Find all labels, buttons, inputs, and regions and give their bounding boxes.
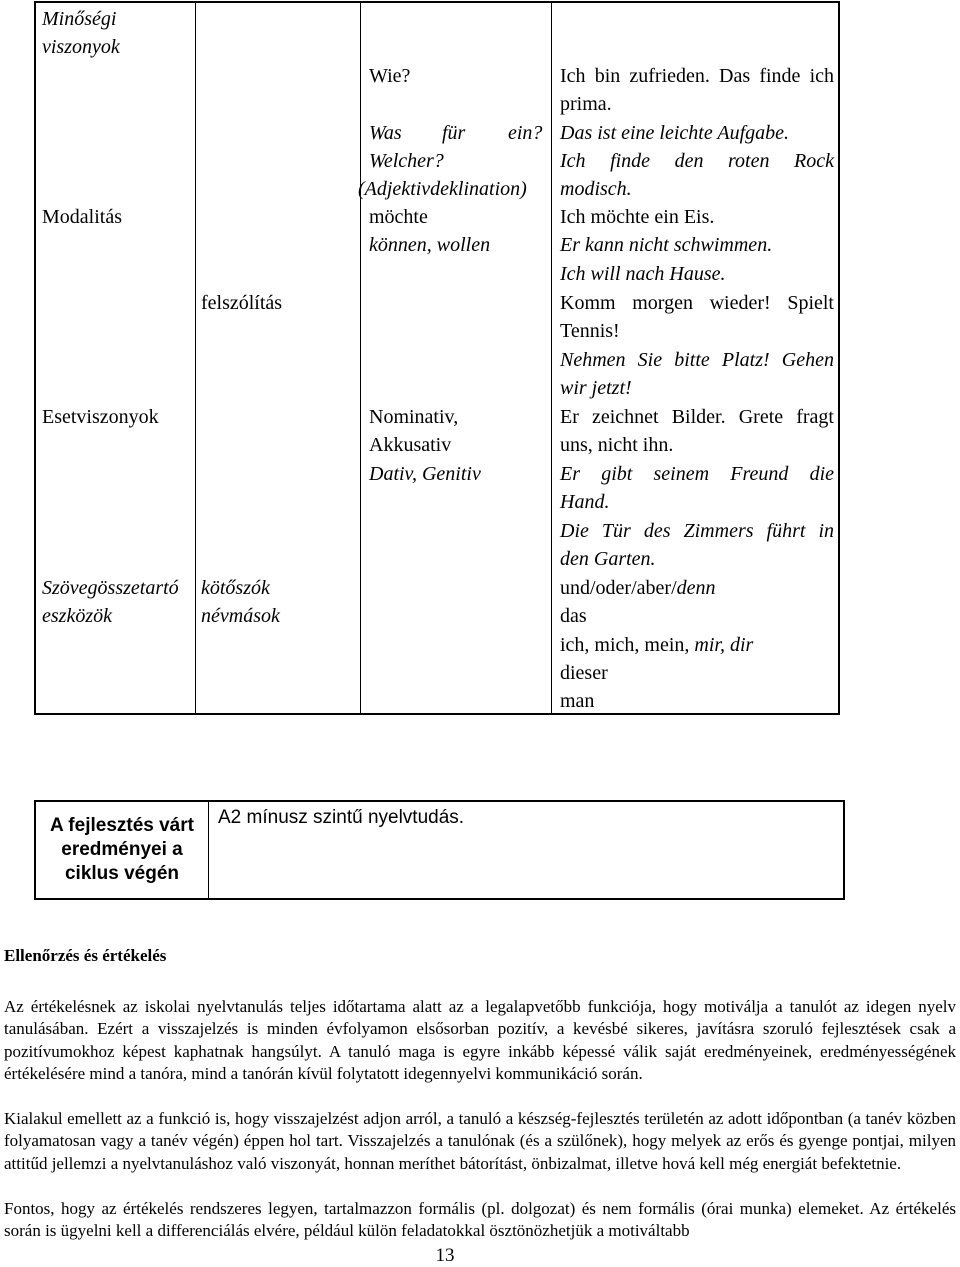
example-nehmen-2: wir jetzt! [560, 377, 632, 399]
results-body: A2 mínusz szintű nyelvtudás. [218, 807, 465, 828]
example-tur-1: Die Tür des Zimmers führt in [560, 520, 834, 542]
paragraph-2: Kialakul emellett az a funkció is, hogy visszajelzést adjon arról, a tanuló a készség-fejlesztés területén az adott időpontban (a tanév közben folyamatosan vagy a tanév végén) éppen hol tart. Visszajelzés a tanulónak (és a szülőnek), hogy melyek az erős és gyenge pontjai, milyen attitűd jellemzi a nyelvtanuláshoz való viszonyát, honnan meríthet bátorítást, önbizalmat, illetve hová kell még energiát befektetnie. [4, 1109, 956, 1173]
example-zeichnet-1: Er zeichnet Bilder. Grete fragt [560, 406, 834, 428]
example-man: man [560, 690, 595, 712]
example-rock-2: modisch. [560, 178, 632, 200]
section-title: Ellenőrzés és értékelés [4, 946, 167, 965]
results-header-line: eredményei a [61, 839, 183, 860]
example-mir-dir: mir, dir [694, 634, 754, 656]
example-aufgabe: Das ist eine leichte Aufgabe. [560, 122, 790, 144]
page-number: 13 [435, 1245, 455, 1266]
example-hause: Ich will nach Hause. [560, 263, 726, 285]
column-divider [551, 3, 552, 713]
cell-wie: Wie? [369, 65, 411, 87]
cell-konnen-wollen: können, wollen [369, 234, 491, 256]
example-konjunktionen [560, 574, 716, 602]
cell-minosegi-1: Minőségi [42, 8, 117, 30]
cell-dativ-genitiv: Dativ, Genitiv [369, 463, 481, 485]
cell-felszolitas: felszólítás [201, 292, 283, 314]
cell-ein: ein? [508, 122, 543, 144]
cell-modalitas: Modalitás [42, 206, 122, 228]
example-zufrieden-1: Ich bin zufrieden. Das finde ich [560, 65, 834, 87]
cell-mochte: möchte [369, 206, 428, 228]
example-eis: Ich möchte ein Eis. [560, 206, 715, 228]
cell-kotoszok: kötőszók [201, 577, 270, 599]
column-divider [195, 3, 196, 713]
results-header [36, 814, 208, 886]
results-header-line: A fejlesztés várt [50, 815, 194, 836]
example-denn: denn [676, 577, 716, 599]
example-ich-mich-mein: ich, mich, mein, [560, 634, 695, 656]
example-gibt-2: Hand. [560, 491, 610, 513]
example-das: das [560, 605, 587, 627]
column-divider [360, 3, 361, 713]
paragraph-1: Az értékelésnek az iskolai nyelvtanulás teljes időtartama alatt az a legalapvetőbb funkciója, hogy motiválja a tanulót az idegen nyelv tanulásában. Ezért a visszajelzés is minden évfolyamon elsősorban pozitív, a kevésbé sikeres, javításra szoruló fejlesztések csak a pozitívumokhoz képest kaphatnak hangsúlyt. A tanuló maga is egyre inkább képessé válik saját eredményeinek, eredményességének értékelésére mind a tanóra, mind a tanórán kívül folytatott idegennyelvi kommunikáció során. [4, 997, 956, 1084]
cell-esetviszonyok: Esetviszonyok [42, 406, 159, 428]
example-dieser: dieser [560, 662, 608, 684]
cell-minosegi-2: viszonyok [42, 36, 120, 58]
cell-was: Was [369, 122, 402, 144]
example-komm-2: Tennis! [560, 320, 620, 342]
paragraph-3: Fontos, hogy az értékelés rendszeres legyen, tartalmazzon formális (pl. dolgozat) és nem formális (órai munka) elemeket. Az értékelés során is ügyelni kell a differenciálás elvére, például külön feladatokkal ösztönözhetjük a motiváltabb [4, 1199, 956, 1241]
example-und-oder-aber: und/oder/aber/ [560, 577, 677, 599]
example-komm-1: Komm morgen wieder! Spielt [560, 292, 834, 314]
example-zeichnet-2: uns, nicht ihn. [560, 434, 674, 456]
example-gibt-1: Er gibt seinem Freund die [560, 463, 834, 485]
cell-adjektivdeklination: (Adjektivdeklination) [358, 178, 527, 200]
cell-nominativ: Nominativ, [369, 406, 459, 428]
example-zufrieden-2: prima. [560, 93, 612, 115]
cell-szovegosszetarto: Szövegösszetartó [42, 577, 179, 599]
cell-nevmasok: névmások [201, 605, 280, 627]
example-rock-1: Ich finde den roten Rock [560, 150, 834, 172]
example-pronomen [560, 631, 753, 659]
results-header-line: ciklus végén [64, 863, 180, 884]
column-divider [208, 802, 209, 898]
cell-welcher: Welcher? [369, 150, 444, 172]
example-tur-2: den Garten. [560, 548, 656, 570]
cell-akkusativ: Akkusativ [369, 434, 452, 456]
results-table [34, 800, 845, 900]
example-schwimmen: Er kann nicht schwimmen. [560, 234, 773, 256]
cell-eszkozok: eszközök [42, 605, 112, 627]
grammar-table [34, 1, 840, 715]
example-nehmen-1: Nehmen Sie bitte Platz! Gehen [560, 349, 834, 371]
cell-fur: für [442, 122, 466, 144]
